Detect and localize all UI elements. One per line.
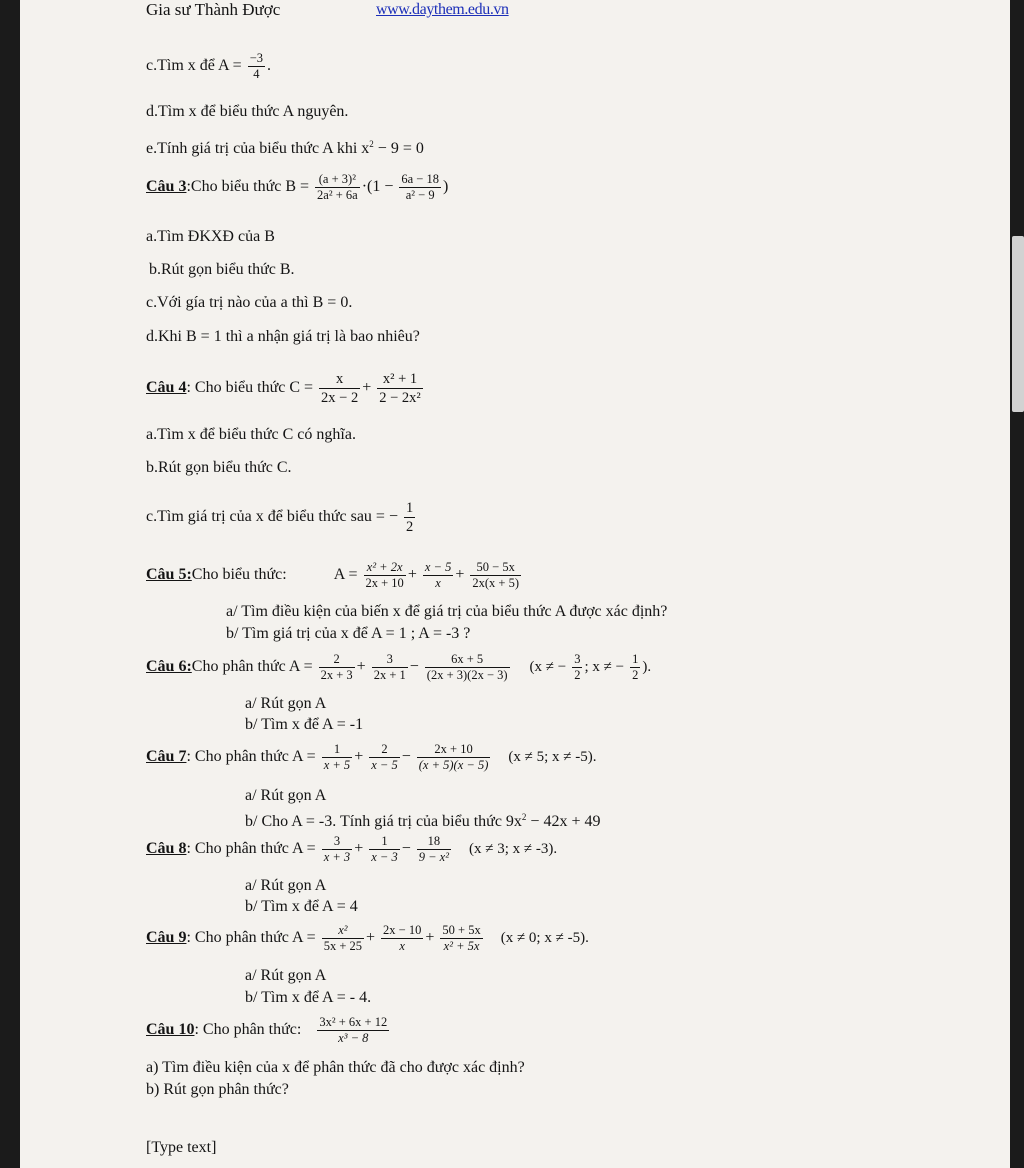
question-9: Câu 9: Cho phân thức A = $\frac{\text{x²}}{5x + 25}$ + $\frac{2x - 10}{x}$ + $\frac{50 + 5x}{\text{x² + 5x}}$ (x ≠ 0; x ≠ -5). xyxy=(146,923,589,953)
question-8: Câu 8: Cho phân thức A = $\frac{3}{x + 3}$ + $\frac{1}{x - 3}$ − $\frac{18}{\text{9 − x²}}$ (x ≠ 3; x ≠ -3). xyxy=(146,834,558,864)
header-title: Gia sư Thành Được xyxy=(146,0,281,19)
question-5a: a/ Tìm điều kiện của biến x để giá trị của biểu thức A được xác định? xyxy=(226,603,668,620)
scrollbar-thumb[interactable] xyxy=(1012,236,1024,412)
question-8b: b/ Tìm x để A = 4 xyxy=(245,898,358,915)
question-10b: b) Rút gọn phân thức? xyxy=(146,1081,289,1098)
question-4a: a.Tìm x để biểu thức C có nghĩa. xyxy=(146,426,356,443)
question-8a: a/ Rút gọn A xyxy=(245,877,327,894)
question-6a: a/ Rút gọn A xyxy=(245,695,327,712)
question-4: Câu 4: Cho biểu thức C = $\frac{x}{2x - 2}$ + $\frac{\text{x² + 1}}{\text{2 − 2x²}}$ xyxy=(146,371,421,406)
question-9a: a/ Rút gọn A xyxy=(245,967,327,984)
question-4c: c.Tìm giá trị của x để biểu thức sau = − $\frac{1}{2}$ xyxy=(146,500,414,535)
footer-placeholder: [Type text] xyxy=(146,1139,217,1156)
question-6: Câu 6:Cho phân thức A = $\frac{2}{2x + 3}$ + $\frac{3}{2x + 1}$ − $\frac{6x + 5}{(2x + 3)(2x - 3)}$ (x ≠ − $\frac{3}{2}$ ; x ≠ − $\frac{1}{2}$ ). xyxy=(146,652,652,682)
question-5: Câu 5:Cho biểu thức: A = $\frac{\text{x² + 2x}}{2x + 10}$ + $\frac{x - 5}{x}$ + $\frac{50 - 5x}{2x(x + 5)}$ xyxy=(146,560,519,590)
question-4b: b.Rút gọn biểu thức C. xyxy=(146,459,292,476)
question-5b: b/ Tìm giá trị của x để A = 1 ; A = -3 ? xyxy=(226,625,471,642)
question-e1: e.Tính giá trị của biểu thức A khi $x^2 - 9 = 0$ xyxy=(146,139,424,157)
question-3c: c.Với gía trị nào của a thì B = 0. xyxy=(146,294,353,311)
question-d1: d.Tìm x để biểu thức A nguyên. xyxy=(146,103,349,120)
question-3d: d.Khi B = 1 thì a nhận giá trị là bao nhiêu? xyxy=(146,328,420,345)
question-10: Câu 10: Cho phân thức: $\frac{\text{3x² + 6x + 12}}{\text{x³ − 8}}$ xyxy=(146,1015,388,1045)
question-9b: b/ Tìm x để A = - 4. xyxy=(245,989,372,1006)
question-7: Câu 7: Cho phân thức A = $\frac{1}{x + 5}$ + $\frac{2}{x - 5}$ − $\frac{2x + 10}{(x + 5)(x - 5)}$ (x ≠ 5; x ≠ -5). xyxy=(146,742,597,772)
question-7b: b/ Cho A = -3. Tính giá trị của biểu thức $9x^2 - 42x + 49$ xyxy=(245,812,601,830)
question-3: Câu 3:Cho biểu thức B = $\frac{\text{(a + 3)²}}{\text{2a² + 6a}}$ ·(1 − $\frac{6a - 18}{\text{a² − 9}}$ ) xyxy=(146,172,449,202)
question-c1: c.Tìm x để A = $\frac{-3}{4}$ . xyxy=(146,51,271,81)
website-link[interactable]: www.daythem.edu.vn xyxy=(376,1,509,18)
question-3b: b.Rút gọn biểu thức B. xyxy=(149,261,295,278)
question-7a: a/ Rút gọn A xyxy=(245,787,327,804)
question-3a: a.Tìm ĐKXĐ của B xyxy=(146,228,275,245)
question-10a: a) Tìm điều kiện của x để phân thức đã cho được xác định? xyxy=(146,1059,525,1076)
question-6b: b/ Tìm x để A = -1 xyxy=(245,716,364,733)
